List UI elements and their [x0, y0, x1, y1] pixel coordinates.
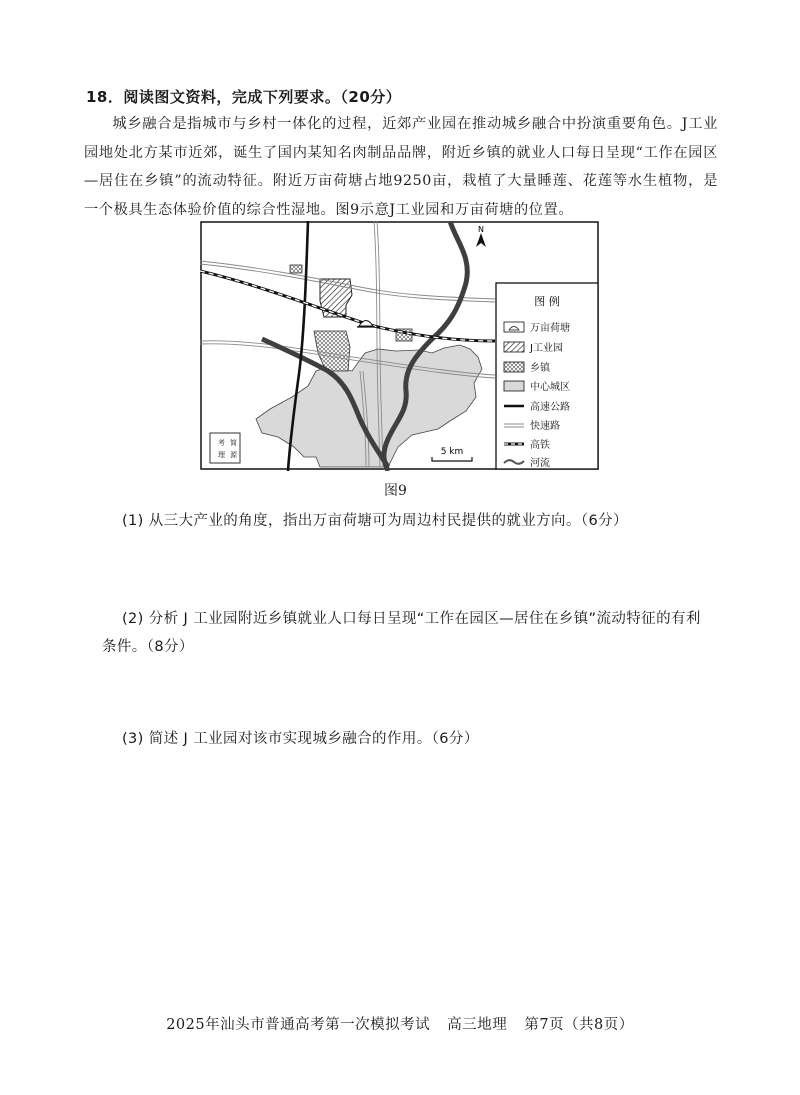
legend-symbol-lotus [504, 322, 524, 332]
legend-label-expressway: 高速公路 [530, 402, 570, 413]
legend-label-river: 河流 [530, 458, 550, 469]
legend-symbol-township [504, 362, 524, 372]
legend-title: 图 例 [534, 295, 560, 308]
legend-label-fastroad: 快速路 [530, 421, 560, 432]
sub-question-1: (1) 从三大产业的角度，指出万亩荷塘可为周边村民提供的就业方向。（6分） [122, 513, 628, 529]
footer-page-number: 第7页（共8页） [524, 1017, 634, 1033]
footer-exam-name: 2025年汕头市普通高考第一次模拟考试 [166, 1017, 431, 1033]
sub-question-2: (2) 分析 J 工业园附近乡镇就业人口每日呈现“工作在园区—居住在乡镇”流动特征的有利条件。（8分） [102, 611, 701, 655]
svg-text:理: 理 [218, 451, 225, 459]
legend-symbol-urban [504, 381, 524, 391]
page-footer [0, 1013, 800, 1034]
figure-caption: 图9 [384, 483, 407, 499]
figure-9-map [200, 221, 600, 475]
map-svg [200, 221, 600, 471]
svg-text:简: 简 [230, 439, 237, 447]
legend-label-urban: 中心城区 [530, 382, 570, 393]
legend-label-lotus: 万亩荷塘 [530, 323, 570, 334]
north-label: N [478, 225, 484, 234]
legend-label-rail: 高铁 [530, 440, 550, 451]
township-block [290, 265, 302, 273]
svg-text:源: 源 [230, 451, 237, 459]
legend-label-park: J工业园 [530, 343, 563, 354]
sub-question-3: (3) 简述 J 工业园对该市实现城乡融合的作用。（6分） [122, 731, 479, 747]
question-title: 18．阅读图文资料，完成下列要求。（20分） [86, 88, 402, 106]
legend-label-township: 乡镇 [530, 363, 550, 374]
svg-text:考: 考 [218, 439, 225, 447]
footer-subject: 高三地理 [447, 1017, 508, 1033]
legend [496, 283, 598, 469]
watermark-stamp [210, 433, 240, 463]
scale-label: 5 km [440, 447, 464, 457]
question-material: 城乡融合是指城市与乡村一体化的过程，近郊产业园在推动城乡融合中扮演重要角色。J工业园地处北方某市近郊，诞生了国内某知名肉制品品牌，附近乡镇的就业人口每日呈现“工作在园区—居住在乡镇”的流动特征。附近万亩荷塘占地9250亩，栽植了大量睡莲、花莲等水生植物，是一个极具生态体验价值的综合性湿地。图9示意J工业园和万亩荷塘的位置。 [84, 116, 718, 218]
legend-symbol-park [504, 342, 524, 352]
